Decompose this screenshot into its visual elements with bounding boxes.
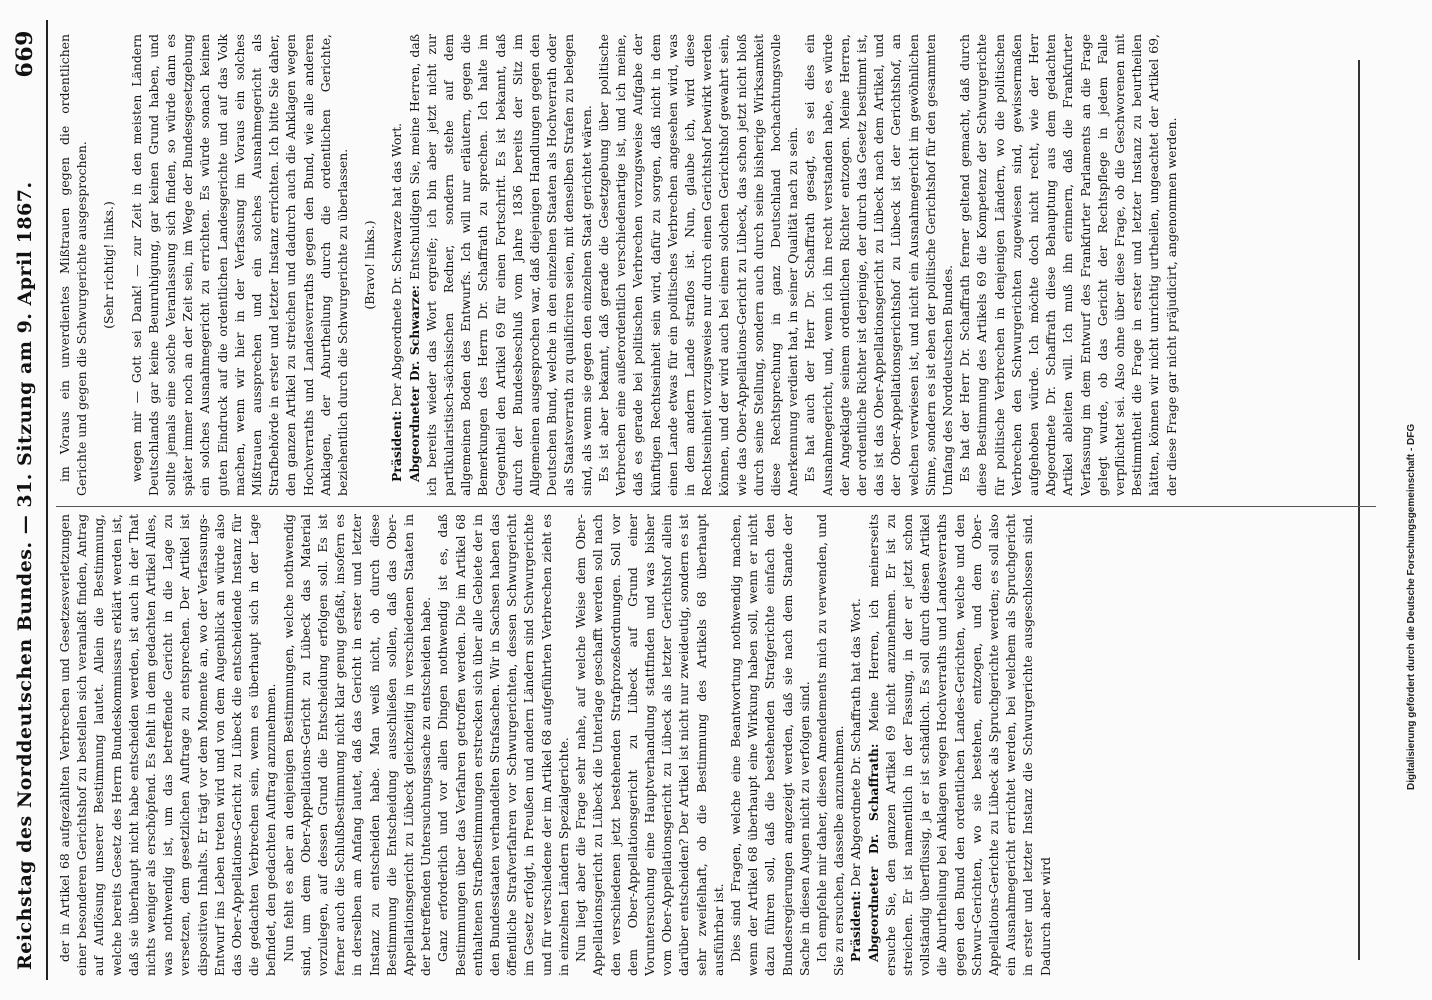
paragraph: Dies sind Fragen, welche eine Beantwortung nothwendig machen, wenn der Artikel 68 überhaupt eine Wirkung haben soll, wenn er nicht dazu führen soll, daß die bestehenden Strafgerichte einfach den Bundesregierungen angezeigt werden, daß sie nach dem Stande der Sache in diesen Augen nicht zu verfolgen sind. [727, 514, 812, 976]
interjection: (Bravo! links.) [362, 220, 378, 310]
speaker-label: Abgeordneter Dr. Schwarze: [406, 284, 422, 482]
paragraph: der in Artikel 68 aufgezählten Verbrechen und Gesetzesverletzungen einer besonderen Gerichtshof zu bestellen sich veranlaßt finden, Antrag auf Auflösung unserer Bestimmung lautet. Allein die Bestimmung, welche bereits Gesetz des Herrn Bundeskommissars erklärt werden ist, daß sie überhaupt nicht habe entscheiden werden, ist auch in der That nichts weniger als erschöpfend. Es fehlt in dem gedachten Artikel Alles, was nothwendig ist, um das betreffende Gericht in die Lage zu versetzen, dem gesetzlichen Auftrage zu entsprechen. Der Artikel ist dispositiven Inhalts. Er trägt vor dem Momente an, wo der Verfassungs-Entwurf ins Leben treten wird und von dem Augenblick an würde also das Ober-Appellations-Gericht zu Lübeck die entscheidende Instanz für die gedachten Verbrechen sein, wenn es überhaupt sich in der Lage befindet, den gedachten Auftrag anzunehmen. [57, 514, 279, 976]
header-title: Reichstag des Norddeutschen Bundes. — 31. Sitzung am 9. April 1867. [14, 181, 36, 970]
speaker-text: Der Abgeordnete Dr. Schaffrath hat das Wort. [848, 598, 864, 887]
paragraph: Es hat auch der Herr Dr. Schaffrath gesagt, es sei dies ein Ausnahmegericht, und, wenn ich ihn recht verstanden habe, es würde der Angeklagte seinem ordentlichen Richter entzogen. Meine Herren, der ordentliche Richter ist derjenige, der durch das Gesetz bestimmt ist, das ist das Ober-Appellationsgericht zu Lübeck nach dem Artikel, und der Ober-Appellationsgerichtshof zu Lübeck ist der Gerichtshof, an welchen verwiesen ist, und nicht ein Ausnahmegericht im gewöhnlichen Sinne, sondern es ist eben der politische Gerichtshof für den gesammten Umfang des Norddeutschen Bundes. [802, 34, 955, 496]
paragraph: Es ist aber bekannt, daß gerade die Gesetzgebung über politische Verbrechen eine außerordentlich verschiedenartige ist, und ich meine, daß es gerade bei politischen Verbrechen vorzugsweise Aufgabe der künftigen Rechtseinheit sein wird, dafür zu sorgen, daß nicht in dem einen Lande etwas für ein politisches Verbrechen angesehen wird, was in dem andern Lande straflos ist. Nun, glaube ich, wird diese Rechtseinheit vorzugsweise nur durch einen Gerichtshof bewirkt werden können, und der wird auch bei einem solchen Gerichtshof gewahrt sein, wie das Ober-Appellations-Gericht zu Lübeck, das schon jetzt nicht bloß durch seine Stellung, sondern auch durch seine bisherige Wirksamkeit diese Rechtsprechung in ganz Deutschland hochachtungsvolle Anerkennung verdient hat, in seiner Qualität nach zu sein. [595, 34, 801, 496]
right-column [56, 34, 1376, 496]
paragraph: Nun fehlt es aber an denjenigen Bestimmungen, welche nothwendig sind, um dem Ober-Appellations-Gericht zu Lübeck das Material vorzulegen, auf dessen Grund die Entscheidung erfolgen soll. Es ist ferner auch die Schlußbestimmung nicht klar genug gefaßt, insofern es in derselben am Anfang lautet, daß das Gericht in erster und letzter Instanz zu entscheiden habe. Man weiß nicht, ob durch diese Bestimmung die Entscheidung ausschließen sollen, daß das Ober-Appellationsgericht zu Lübeck gleichzeitig in verschiedenen Staaten in der betreffenden Untersuchungssache zu entscheiden habe. [280, 514, 434, 976]
paragraph: wegen mir — Gott sei Dank! — zur Zeit in den meisten Ländern Deutschlands gar keine Beunruhigung, gar keinen Grund haben, und sollte jemals eine solche Veranlassung sich finden, so würde dann es später immer noch an der Zeit sein, im Wege der Bundesgesetzgebung ein solches Ausnahmegericht zu errichten. Es würde sonach keinen guten Eindruck auf die ordentlichen Landesgerichte und auf das Volk machen, wenn wir hier in der Verfassung im Voraus ein solches Mißtrauen aussprechen und ein solches Ausnahmegericht als Strafbehörde in erster und letzter Instanz errichten. Ich bitte Sie daher, den ganzen Artikel zu streichen und dadurch auch die Anklagen wegen Hochverraths und Landesverraths gegen den Bund, wie alle anderen Anklagen, der Aburtheilung durch die ordentlichen Gerichte, beziehentlich durch die Schwurgerichte zu überlassen. [128, 34, 351, 496]
speaker-label: Abgeordneter Dr. Schaffrath: [865, 743, 881, 962]
dfg-sidenote: Digitalisierung gefördert durch die Deutsche Forschungsgemeinschaft - DFG [1406, 423, 1417, 790]
speaker-label: Präsident: [848, 890, 864, 962]
speech-text: Meine Herren, ich meinerseits ersuche Sie, den ganzen Artikel 69 nicht anzunehmen. Er ist zu streichen. Er ist namentlich in der Fassung, in der er jetzt schon vollständig überflüssig, ja er ist schädlich. Es soll durch diesen Artikel die Aburtheilung bei Anklagen wegen Hochverraths und Landesverraths gegen den Bund den ordentlichen Landes-Gerichten, welche und den Schwur-Gerichten, wo sie bestehen, entzogen, und dem Ober-Appellations-Gerichte zu Lübeck als Spruchgerichte werden; es soll also ein Ausnahmegericht errichtet werden, bei welchem als Spruchgericht in erster und letzter Instanz die Schwurgerichte ausgeschlossen sind. Dadurch aber wird [865, 514, 1053, 976]
paragraph: Nun liegt aber die Frage sehr nahe, auf welche Weise dem Ober-Appellationsgericht zu Lübeck die Unterlage geschafft werden soll nach den verschiedenen jetzt bestehenden Strafprozeßordnungen. Soll vor dem Ober-Appellationsgericht zu Lübeck auf Grund einer Voruntersuchung eine Hauptverhandlung stattfinden und was bisher vom Ober-Appellationsgericht zu Lübeck als letzter Gerichtshof allein darüber entscheiden? Der Artikel ist nicht nur zweideutig, sondern es ist sehr zweifelhaft, ob die Bestimmung des Artikels 68 überhaupt ausführbar ist. [573, 514, 726, 976]
paragraph: Ich empfehle mir daher, diesen Amendements mich zu verwenden, und Sie zu ersuchen, dasselbe anzunehmen. [813, 514, 847, 976]
speaker-label: Präsident: [389, 410, 405, 482]
speaker-line [388, 34, 405, 496]
column-divider [56, 506, 1376, 507]
header-rule [46, 20, 48, 980]
speech [865, 514, 1054, 976]
speaker-text: Der Abgeordnete Dr. Schwarze hat das Wort. [389, 122, 405, 407]
paragraph: im Voraus ein unverdientes Mißtrauen gegen die ordentlichen Gerichte und gegen die Schwurgerichte ausgesprochen. [57, 34, 90, 496]
interjection: (Sehr richtig! links.) [101, 201, 117, 329]
speaker-line [847, 514, 864, 976]
speech-text: Entschuldigen Sie, meine Herren, daß ich bereits wieder das Wort ergreife; ich bin aber jetzt nicht zur partikularistisch-sächsischen Redner, sondern stehe auf dem allgemeinen Boden des Entwurfs. Ich will nur erläutern, gegen die Bemerkungen des Herrn Dr. Schaffrath zu sprechen. Ich halte im Gegentheil den Artikel 69 für einen Fortschritt. Es ist bekannt, daß durch der Bundesbeschluß vom Jahre 1836 bereits der Sitz im Allgemeinen ausgesprochen war, daß diejenigen Handlungen gegen den Deutschen Bund, welche in den einzelnen Staaten als Hochverrath oder als Staatsverrath zu qualificiren seien, mit denselben Strafen zu belegen sind, als wenn sie gegen den einzelnen Staat gerichtet wären. [406, 34, 594, 496]
paragraph: Ganz erforderlich und vor allen Dingen nothwendig ist es, daß Bestimmungen über das Verfahren getroffen werden. Die im Artikel 68 enthaltenen Strafbestimmungen erstrecken sich über alle Gebiete der in den Bundesstaaten verhandelten Strafsachen. Wir in Sachsen haben das öffentliche Strafverfahren vor Schwurgerichten, dessen Schwurgericht im Gesetz erfolgt, in Preußen und andern Ländern sind Schwurgerichte und für verschiedene der im Artikel 68 aufgeführten Verbrechen zieht es in einzelnen Ländern Spezialgerichte. [435, 514, 571, 976]
page-number: 669 [12, 30, 38, 78]
paragraph: Es hat der Herr Dr. Schaffrath ferner geltend gemacht, daß durch diese Bestimmung des Artikels 69 die Kompetenz der Schwurgerichte für politische Verbrechen in denjenigen Ländern, wo die politischen Verbrechen den Schwurgerichten zugewiesen sind, gewissermaßen aufgehoben würde. Ich möchte doch nicht recht, wie der Herr Abgeordnete Dr. Schaffrath diese Behauptung aus dem gedachten Artikel ableiten will. Ich muß ihn erinnern, daß die Frankfurter Verfassung im dem Entwurf des Frankfurter Parlaments an die Frage gelegt wurde, ob das Gericht der Rechtspflege in jedem Falle verpflichtet sei. Also ohne über diese Frage, ob die Geschworenen mit Bestimmtheit die Frage in erster und letzter Instanz zu beurtheilen hätten, können wir nicht unrichtig urtheilen, ungeachtet der Artikel 69, der diese Frage gar nicht präjudicirt, angenommen werden. [957, 34, 1179, 496]
speech [406, 34, 595, 496]
running-header [8, 20, 42, 980]
left-column [56, 514, 1376, 976]
